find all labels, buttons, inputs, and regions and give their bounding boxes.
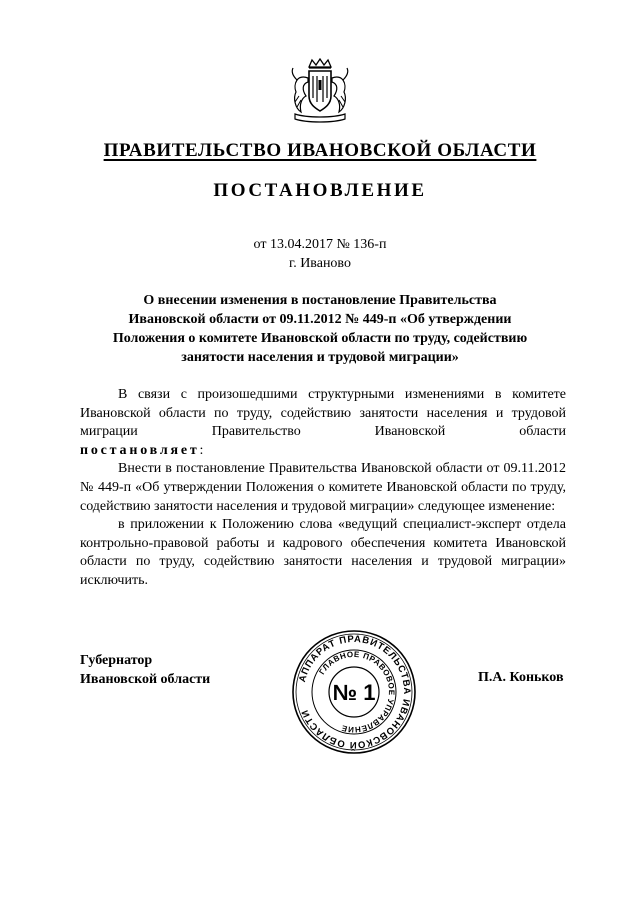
- body-paragraph: в приложении к Положению слова «ведущий специалист-эксперт отдела контрольно-правовой работы и кадрового обеспечения комитета Ивановской области по труду, содействию занятости населения и трудовой миграции» исключить.: [80, 517, 566, 588]
- subject-line: занятости населения и трудовой миграции»: [181, 350, 459, 365]
- document-date-number: от 13.04.2017 № 136-п: [253, 237, 387, 252]
- resolves-keyword: постановляет: [80, 442, 200, 458]
- seal-inner-text: ГЛАВНОЕ ПРАВОВОЕ УПРАВЛЕНИЕ: [317, 649, 397, 735]
- resolves-colon: :: [199, 442, 204, 458]
- seal-number: № 1: [332, 680, 376, 705]
- subject-line: Ивановской области от 09.11.2012 № 449-п «Об утверждении: [128, 312, 512, 327]
- document-body: [80, 386, 566, 591]
- body-paragraph: Внести в постановление Правительства Ивановской области от 09.11.2012 № 449-п «Об утверждении Положения о комитете Ивановской области по труду, содействию занятости населения и трудовой миграции» следующее изменение:: [80, 461, 566, 514]
- signatory-position: [80, 651, 210, 689]
- government-title: ПРАВИТЕЛЬСТВО ИВАНОВСКОЙ ОБЛАСТИ: [103, 140, 537, 161]
- signatory-position-line: Губернатор: [80, 653, 153, 668]
- signatory-name: П.А. Коньков: [478, 670, 564, 685]
- document-subject: [80, 291, 560, 367]
- official-seal: [290, 628, 418, 756]
- body-paragraph: В связи с произошедшими структурными изменениями в комитете Ивановской области по труду, содействию занятости населения и трудовой миграции Правительство Ивановской области: [80, 387, 566, 440]
- resolution-word: [80, 442, 566, 461]
- subject-line: Положения о комитете Ивановской области по труду, содействию: [112, 331, 528, 346]
- signatory-position-line: Ивановской области: [80, 672, 211, 687]
- document-city: г. Иваново: [289, 256, 351, 271]
- document-type: ПОСТАНОВЛЕНИЕ: [213, 180, 427, 201]
- subject-line: О внесении изменения в постановление Правительства: [143, 293, 497, 308]
- coat-of-arms-icon: [287, 58, 353, 124]
- seal-outer-text: АППАРАТ ПРАВИТЕЛЬСТВА ИВАНОВСКОЙ ОБЛАСТИ: [297, 633, 413, 751]
